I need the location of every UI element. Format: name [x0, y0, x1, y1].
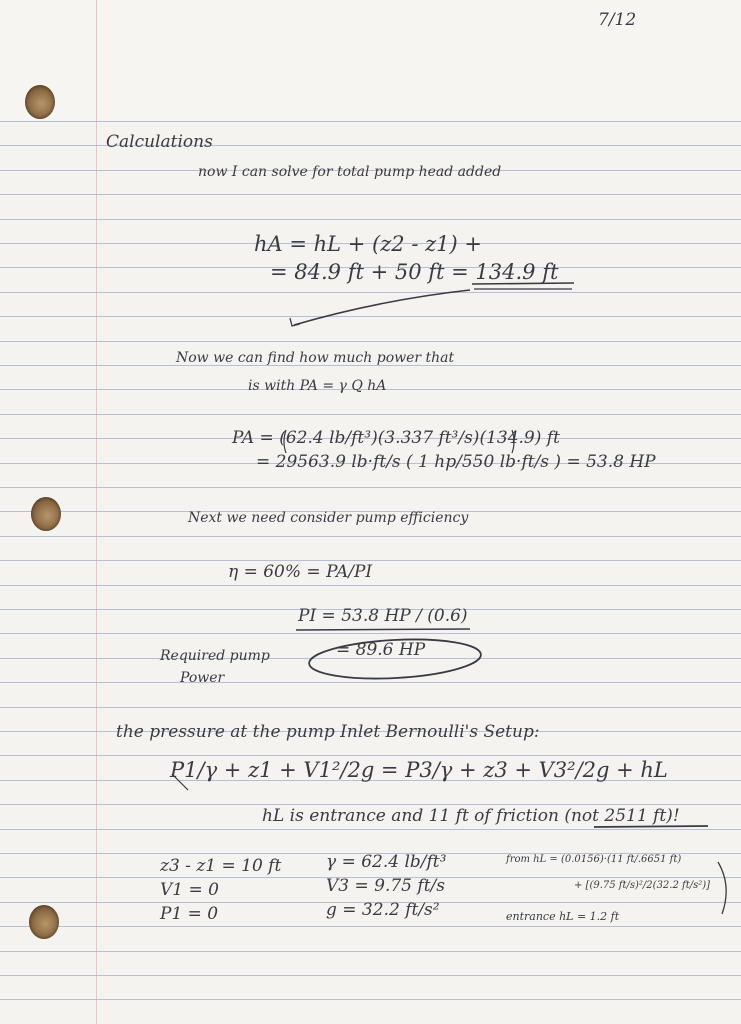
bernoulli-equation: P1/γ + z1 + V1²/2g = P3/γ + z3 + V3²/2g + hL [170, 758, 668, 782]
head-loss-note: hL is entrance and 11 ft of friction (not 2511 ft)! [262, 806, 680, 826]
given-p1: P1 = 0 [160, 904, 219, 924]
section-heading: Calculations [106, 132, 213, 152]
pump-input-result: = 89.6 HP [336, 640, 426, 660]
arrow-hook [290, 318, 300, 326]
power-equation-2: = 29563.9 lb·ft/s ( 1 hp/550 lb·ft/s ) = 53.8 HP [256, 452, 656, 472]
head-loss-from-2: + [(9.75 ft/s)²/2(32.2 ft/s²)] [574, 880, 711, 891]
power-intro-1: Now we can find how much power that [176, 350, 455, 366]
power-equation-1: PA = (62.4 lb/ft³)(3.337 ft³/s)(134.9) ft [232, 428, 560, 448]
efficiency-equation: η = 60% = PA/PI [228, 562, 373, 582]
intro-line: now I can solve for total pump head added [198, 164, 502, 180]
arrow-line [294, 290, 470, 325]
given-g: g = 32.2 ft/s² [326, 900, 440, 920]
efficiency-intro: Next we need consider pump efficiency [188, 510, 469, 526]
inlet-intro: the pressure at the pump Inlet Bernoulli's Setup: [116, 722, 540, 742]
given-z-diff: z3 - z1 = 10 ft [160, 856, 282, 876]
underline-note [594, 826, 708, 827]
equation-head-2: = 84.9 ft + 50 ft = 134.9 ft [270, 260, 559, 284]
head-loss-from-3: entrance hL = 1.2 ft [506, 910, 620, 923]
given-v3: V3 = 9.75 ft/s [326, 876, 445, 896]
page-date: 7/12 [598, 10, 637, 30]
power-intro-2: is with PA = γ Q hA [248, 378, 387, 394]
required-label-1: Required pump [160, 648, 270, 664]
given-gamma: γ = 62.4 lb/ft³ [326, 852, 447, 872]
given-v1: V1 = 0 [160, 880, 219, 900]
required-label-2: Power [180, 670, 225, 686]
underline-pi [296, 629, 470, 630]
head-loss-from-1: from hL = (0.0156)·(11 ft/.6651 ft) [506, 854, 682, 865]
pump-input-equation: PI = 53.8 HP / (0.6) [298, 606, 468, 626]
equation-head-1: hA = hL + (z2 - z1) + [254, 232, 483, 256]
